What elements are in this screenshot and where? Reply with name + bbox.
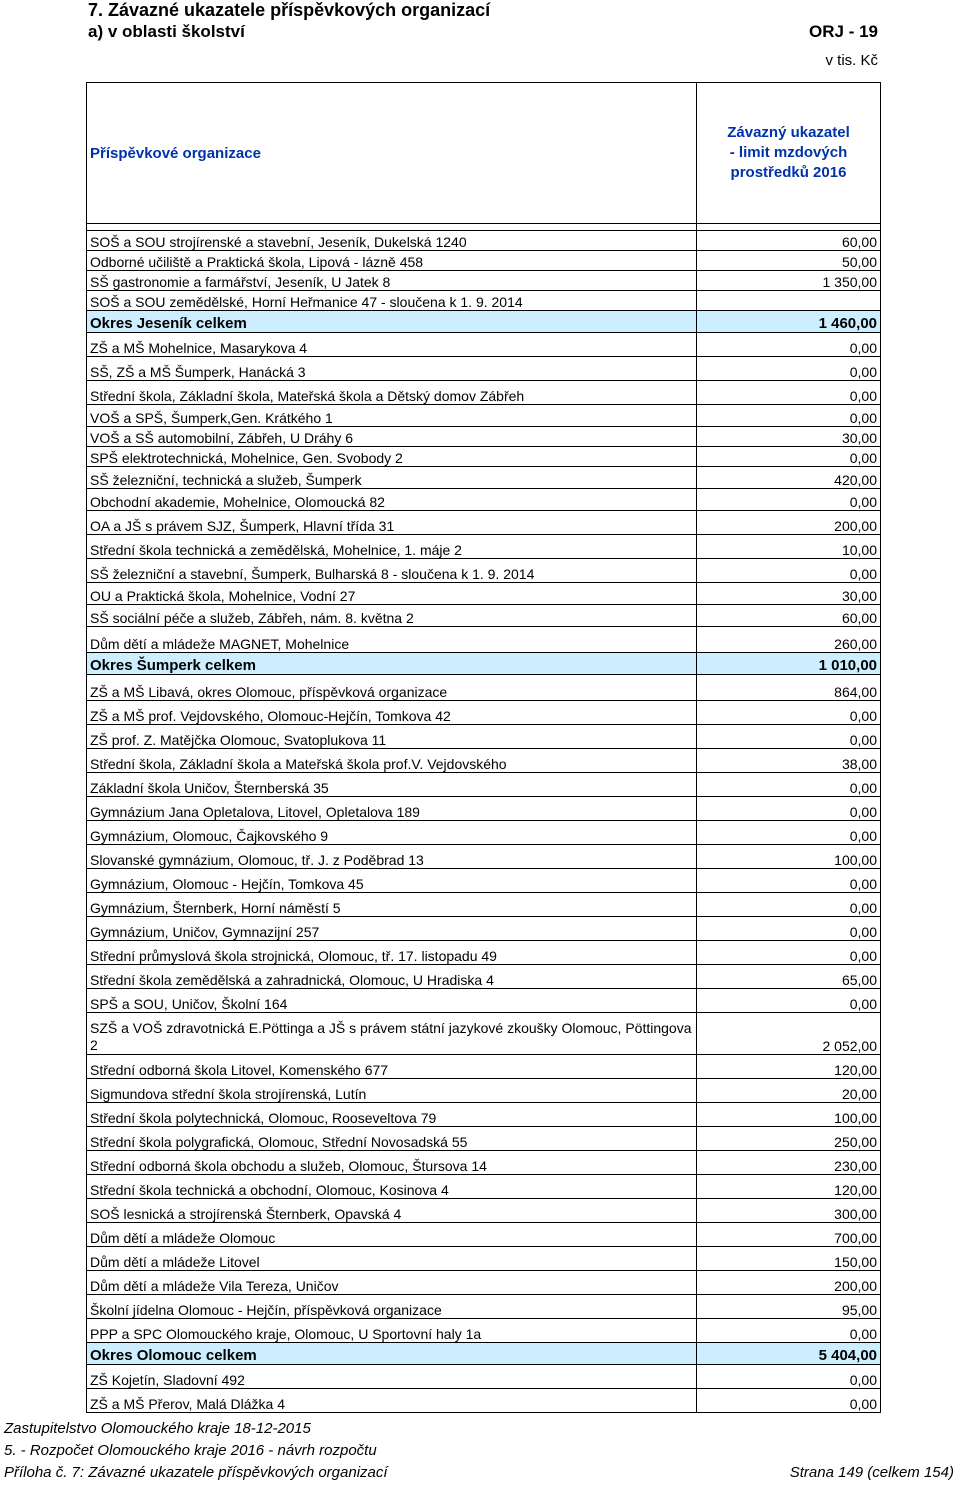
page-number: Strana 149 (celkem 154) [789, 1464, 954, 1481]
table-row [87, 357, 881, 381]
organization-name: Dům dětí a mládeže Vila Tereza, Uničov [87, 1271, 697, 1295]
section-subtitle: a) v oblasti školství [88, 22, 245, 41]
wage-limit-value: 0,00 [697, 405, 881, 427]
organization-name: SOŠ a SOU strojírenské a stavební, Jeseník, Dukelská 1240 [87, 231, 697, 251]
organization-name: PPP a SPC Olomouckého kraje, Olomouc, U Sportovní haly 1a [87, 1319, 697, 1343]
wage-limit-value: 0,00 [697, 893, 881, 917]
table-row [87, 675, 881, 701]
district-total-row [87, 311, 881, 333]
organization-name: Střední škola technická a zemědělská, Mohelnice, 1. máje 2 [87, 535, 697, 559]
wage-limit-value: 1 350,00 [697, 271, 881, 291]
wage-limit-value: 420,00 [697, 467, 881, 489]
table-row [87, 1055, 881, 1079]
wage-limit-value: 0,00 [697, 1365, 881, 1389]
wage-limit-value: 0,00 [697, 447, 881, 467]
wage-limit-value: 260,00 [697, 627, 881, 653]
table-row [87, 1295, 881, 1319]
table-row [87, 583, 881, 605]
wage-limit-value: 864,00 [697, 675, 881, 701]
table-row [87, 845, 881, 869]
wage-limit-value: 0,00 [697, 941, 881, 965]
wage-limit-value: 0,00 [697, 1319, 881, 1343]
organization-name: Sigmundova střední škola strojírenská, Lutín [87, 1079, 697, 1103]
wage-limit-value: 700,00 [697, 1223, 881, 1247]
organization-name: Okres Olomouc celkem [87, 1343, 697, 1365]
organization-name: Střední průmyslová škola strojnická, Olomouc, tř. 17. listopadu 49 [87, 941, 697, 965]
wage-limit-value: 1 010,00 [697, 653, 881, 675]
wage-limit-value: 0,00 [697, 989, 881, 1013]
table-row [87, 1319, 881, 1343]
wage-limit-value: 200,00 [697, 1271, 881, 1295]
organization-name: Střední škola polytechnická, Olomouc, Rooseveltova 79 [87, 1103, 697, 1127]
table-row [87, 467, 881, 489]
table-row [87, 231, 881, 251]
table-row [87, 251, 881, 271]
column-header-organizations: Příspěvkové organizace [87, 83, 697, 224]
table-row [87, 1271, 881, 1295]
table-row [87, 1175, 881, 1199]
wage-limit-value: 0,00 [697, 869, 881, 893]
organization-name: Střední škola polygrafická, Olomouc, Střední Novosadská 55 [87, 1127, 697, 1151]
organization-name: Střední škola, Základní škola a Mateřská škola prof.V. Vejdovského [87, 749, 697, 773]
wage-limit-value: 0,00 [697, 701, 881, 725]
wage-limit-value: 1 460,00 [697, 311, 881, 333]
table-row [87, 291, 881, 311]
organization-name: Gymnázium Jana Opletalova, Litovel, Opletalova 189 [87, 797, 697, 821]
wage-limit-value: 300,00 [697, 1199, 881, 1223]
wage-limit-value: 120,00 [697, 1175, 881, 1199]
table-row [87, 701, 881, 725]
wage-limit-value: 0,00 [697, 797, 881, 821]
table-row [87, 447, 881, 467]
table-body [87, 224, 881, 1413]
page-title: 7. Závazné ukazatele příspěvkových organizací [88, 0, 491, 20]
column-header-limit-text: Závazný ukazatel - limit mzdových prostředků 2016 [727, 124, 850, 181]
organization-name: SŠ železniční a stavební, Šumperk, Bulharská 8 - sloučena k 1. 9. 2014 [87, 559, 697, 583]
wage-limit-value: 100,00 [697, 845, 881, 869]
district-total-row [87, 1343, 881, 1365]
organization-name: Gymnázium, Olomouc, Čajkovského 9 [87, 821, 697, 845]
table-row [87, 749, 881, 773]
district-total-row [87, 653, 881, 675]
organization-name: SŠ, ZŠ a MŠ Šumperk, Hanácká 3 [87, 357, 697, 381]
wage-limit-value: 65,00 [697, 965, 881, 989]
table-row [87, 821, 881, 845]
organization-name: Gymnázium, Šternberk, Horní náměstí 5 [87, 893, 697, 917]
wage-limit-value: 0,00 [697, 1389, 881, 1413]
table-row [87, 917, 881, 941]
wage-limit-value: 38,00 [697, 749, 881, 773]
wage-limit-value: 250,00 [697, 1127, 881, 1151]
organization-name: SŠ železniční, technická a služeb, Šumperk [87, 467, 697, 489]
organization-name: Gymnázium, Olomouc - Hejčín, Tomkova 45 [87, 869, 697, 893]
table-row [87, 511, 881, 535]
unit-label: v tis. Kč [825, 52, 878, 69]
wage-limit-value: 100,00 [697, 1103, 881, 1127]
organization-name: Školní jídelna Olomouc - Hejčín, příspěvková organizace [87, 1295, 697, 1319]
table-row [87, 773, 881, 797]
wage-limit-value: 0,00 [697, 821, 881, 845]
wage-limit-value: 10,00 [697, 535, 881, 559]
organization-name: VOŠ a SŠ automobilní, Zábřeh, U Dráhy 6 [87, 427, 697, 447]
wage-limit-value: 0,00 [697, 381, 881, 405]
column-header-limit [697, 83, 881, 224]
wage-limit-value: 0,00 [697, 489, 881, 511]
table-row [87, 1247, 881, 1271]
table-row [87, 1127, 881, 1151]
indicators-table [86, 82, 881, 1413]
organization-name: ZŠ a MŠ prof. Vejdovského, Olomouc-Hejčín, Tomkova 42 [87, 701, 697, 725]
table-row [87, 381, 881, 405]
wage-limit-value: 120,00 [697, 1055, 881, 1079]
footer-budget: 5. - Rozpočet Olomouckého kraje 2016 - návrh rozpočtu [4, 1442, 377, 1459]
table-row [87, 1013, 881, 1055]
table-row [87, 941, 881, 965]
table-row [87, 1389, 881, 1413]
organization-name: VOŠ a SPŠ, Šumperk,Gen. Krátkého 1 [87, 405, 697, 427]
wage-limit-value: 2 052,00 [697, 1013, 881, 1055]
organization-name: ZŠ a MŠ Libavá, okres Olomouc, příspěvková organizace [87, 675, 697, 701]
wage-limit-value: 95,00 [697, 1295, 881, 1319]
table-row [87, 1365, 881, 1389]
table-row [87, 893, 881, 917]
indicators-table-container [86, 82, 880, 1413]
wage-limit-value: 0,00 [697, 559, 881, 583]
wage-limit-value: 0,00 [697, 725, 881, 749]
table-row [87, 1151, 881, 1175]
wage-limit-value: 30,00 [697, 427, 881, 447]
organization-name: ZŠ a MŠ Přerov, Malá Dlážka 4 [87, 1389, 697, 1413]
table-row [87, 489, 881, 511]
table-row [87, 535, 881, 559]
wage-limit-value: 200,00 [697, 511, 881, 535]
wage-limit-value: 0,00 [697, 773, 881, 797]
footer-attachment: Příloha č. 7: Závazné ukazatele příspěvkových organizací [4, 1464, 388, 1481]
organization-name: Slovanské gymnázium, Olomouc, tř. J. z Poděbrad 13 [87, 845, 697, 869]
table-row [87, 869, 881, 893]
spacer-row [87, 224, 881, 231]
table-row [87, 559, 881, 583]
table-row [87, 605, 881, 627]
organization-name: SŠ gastronomie a farmářství, Jeseník, U Jatek 8 [87, 271, 697, 291]
organization-name: SZŠ a VOŠ zdravotnická E.Pöttinga a JŠ s právem státní jazykové zkoušky Olomouc, Pöttingova 2 [87, 1013, 697, 1055]
organization-name: Střední odborná škola Litovel, Komenského 677 [87, 1055, 697, 1079]
organization-name: Základní škola Uničov, Šternberská 35 [87, 773, 697, 797]
organization-name: Dům dětí a mládeže MAGNET, Mohelnice [87, 627, 697, 653]
table-row [87, 1223, 881, 1247]
wage-limit-value: 150,00 [697, 1247, 881, 1271]
table-row [87, 627, 881, 653]
table-row [87, 965, 881, 989]
organization-name: Obchodní akademie, Mohelnice, Olomoucká 82 [87, 489, 697, 511]
organization-name: Odborné učiliště a Praktická škola, Lipová - lázně 458 [87, 251, 697, 271]
table-row [87, 1103, 881, 1127]
organization-name: Okres Šumperk celkem [87, 653, 697, 675]
table-row [87, 725, 881, 749]
budget-code: ORJ - 19 [809, 22, 878, 41]
table-row [87, 1079, 881, 1103]
organization-name: Střední odborná škola obchodu a služeb, Olomouc, Štursova 14 [87, 1151, 697, 1175]
organization-name: SOŠ lesnická a strojírenská Šternberk, Opavská 4 [87, 1199, 697, 1223]
wage-limit-value: 0,00 [697, 333, 881, 357]
organization-name: ZŠ Kojetín, Sladovní 492 [87, 1365, 697, 1389]
organization-name: ZŠ prof. Z. Matějčka Olomouc, Svatoplukova 11 [87, 725, 697, 749]
organization-name: OU a Praktická škola, Mohelnice, Vodní 27 [87, 583, 697, 605]
wage-limit-value: 230,00 [697, 1151, 881, 1175]
table-row [87, 1199, 881, 1223]
wage-limit-value [697, 291, 881, 311]
organization-name: SŠ sociální péče a služeb, Zábřeh, nám. 8. května 2 [87, 605, 697, 627]
footer-assembly: Zastupitelstvo Olomouckého kraje 18-12-2015 [4, 1420, 311, 1437]
wage-limit-value: 0,00 [697, 357, 881, 381]
table-row [87, 427, 881, 447]
table-row [87, 333, 881, 357]
table-row [87, 989, 881, 1013]
organization-name: SPŠ a SOU, Uničov, Školní 164 [87, 989, 697, 1013]
organization-name: Střední škola zemědělská a zahradnická, Olomouc, U Hradiska 4 [87, 965, 697, 989]
wage-limit-value: 5 404,00 [697, 1343, 881, 1365]
organization-name: Gymnázium, Uničov, Gymnazijní 257 [87, 917, 697, 941]
organization-name: Střední škola, Základní škola, Mateřská škola a Dětský domov Zábřeh [87, 381, 697, 405]
organization-name: OA a JŠ s právem SJZ, Šumperk, Hlavní třída 31 [87, 511, 697, 535]
organization-name: Dům dětí a mládeže Litovel [87, 1247, 697, 1271]
table-row [87, 271, 881, 291]
table-row [87, 797, 881, 821]
wage-limit-value: 30,00 [697, 583, 881, 605]
organization-name: Okres Jeseník celkem [87, 311, 697, 333]
wage-limit-value: 60,00 [697, 605, 881, 627]
organization-name: Střední škola technická a obchodní, Olomouc, Kosinova 4 [87, 1175, 697, 1199]
table-header-row [87, 83, 881, 224]
organization-name: ZŠ a MŠ Mohelnice, Masarykova 4 [87, 333, 697, 357]
wage-limit-value: 0,00 [697, 917, 881, 941]
organization-name: SPŠ elektrotechnická, Mohelnice, Gen. Svobody 2 [87, 447, 697, 467]
organization-name: Dům dětí a mládeže Olomouc [87, 1223, 697, 1247]
organization-name: SOŠ a SOU zemědělské, Horní Heřmanice 47 - sloučena k 1. 9. 2014 [87, 291, 697, 311]
wage-limit-value: 60,00 [697, 231, 881, 251]
wage-limit-value: 50,00 [697, 251, 881, 271]
table-row [87, 405, 881, 427]
wage-limit-value: 20,00 [697, 1079, 881, 1103]
